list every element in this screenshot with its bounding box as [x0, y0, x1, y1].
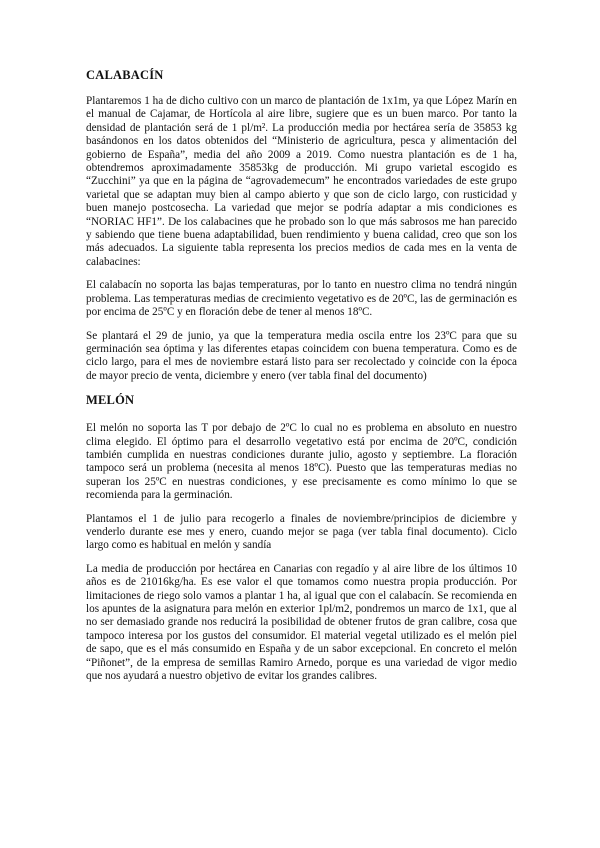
- paragraph: El melón no soporta las T por debajo de 2ºC lo cual no es problema en absoluto en nuestro clima elegido. El óptimo para el desarrollo vegetativo está por encima de 20ºC, condición también cumplida en nuestras condiciones durante julio, agosto y septiembre. La floración tampoco será un problema (necesita al menos 18ºC). Puesto que las temperaturas medias no superan los 25ºC en nuestras condiciones, y ese precisamente es como mínimo lo que se recomienda para la germinación.: [86, 422, 517, 502]
- paragraph: Plantaremos 1 ha de dicho cultivo con un marco de plantación de 1x1m, ya que López Marín en el manual de Cajamar, de Hortícola al aire libre, sugiere que es un buen marco. Por tanto la densidad de plantación será de 1 pl/m². La producción media por hectárea sería de 35853 kg basándonos en los datos obtenidos del “Ministerio de agricultura, pesca y alimentación del gobierno de España”, media del año 2009 a 2019. Como nuestra plantación es de 1 ha, obtendremos aproximadamente 35853kg de producción. Mi grupo varietal escogido es “Zucchini” ya que en la página de “agrovademecum” he encontrados variedades de este grupo varietal que se adaptan muy bien al campo abierto y que son de ciclo largo, con rusticidad y buen manejo postcosecha. La variedad que mejor se podría adaptar a mis condiciones es “NORIAC HF1”. De los calabacines que he probado son lo que más sabrosos me han parecido y sabiendo que tiene buena adaptabilidad, buen rendimiento y buena calidad, creo que son los más adecuados. La siguiente tabla representa los precios medios de cada mes en la venta de calabacines:: [86, 95, 517, 268]
- paragraph: Plantamos el 1 de julio para recogerlo a finales de noviembre/principios de diciembre y venderlo durante ese mes y enero, cuando mejor se paga (ver tabla final documento). Ciclo largo como es habitual en melón y sandía: [86, 512, 517, 552]
- section-title-melon: MELÓN: [86, 393, 135, 408]
- section-title-calabacin: CALABACÍN: [86, 68, 164, 82]
- paragraph: La media de producción por hectárea en Canarias con regadío y al aire libre de los últimos 10 años es de 21016kg/ha. Es ese valor el que tomamos como nuestra propia producción. Por limitaciones de riego solo vamos a plantar 1 ha, al igual que con el calabacín. Se recomienda en los apuntes de la asignatura para melón en exterior 1pl/m2, pondremos un marco de 1x1, que al no ser demasiado grande nos reducirá la posibilidad de obtener frutos de gran calibre, cosa que tampoco interesa por los gustos del consumidor. El material vegetal utilizado es el melón piel de sapo, que es el más consumido en España y de un sabor excepcional. En concreto el melón “Piñonet”, de la empresa de semillas Ramiro Arnedo, porque es una variedad de vigor medio que nos ayudará a nuestro objetivo de evitar los grandes calibres.: [86, 562, 517, 683]
- paragraph: El calabacín no soporta las bajas temperaturas, por lo tanto en nuestro clima no tendrá ningún problema. Las temperaturas medias de crecimiento vegetativo es de 20ºC, las de germinación es por encima de 25ºC y en floración debe de tener al menos 18ºC.: [86, 279, 517, 319]
- paragraph: Se plantará el 29 de junio, ya que la temperatura media oscila entre los 23ºC para que su germinación sea óptima y las diferentes etapas coincidem con buena temperatura. Como es de ciclo largo, para el mes de noviembre estará listo para ser recolectado y coincide con la época de mayor precio de venta, diciembre y enero (ver tabla final del documento): [86, 329, 517, 382]
